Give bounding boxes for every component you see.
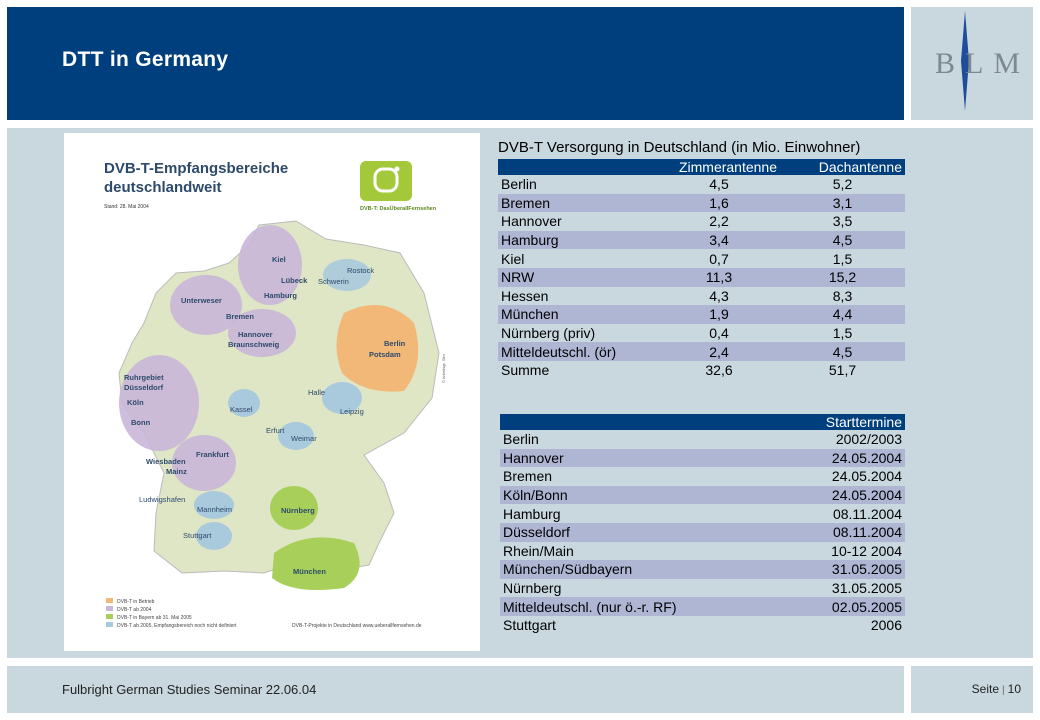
table-cell: Summe: [501, 362, 550, 379]
table-cell: 24.05.2004: [795, 449, 905, 468]
table-row: [498, 361, 905, 380]
table-cell: 51,7: [828, 362, 857, 379]
table-cell: 10-12 2004: [831, 542, 902, 559]
table-row: [498, 194, 905, 213]
map-brand: DVB-T: DasÜberallFernsehen: [360, 206, 437, 212]
city-label: Düsseldorf: [124, 383, 164, 392]
city-label: Erfurt: [266, 426, 285, 435]
content-panel: [7, 128, 1033, 658]
city-label: Halle: [308, 388, 326, 397]
coverage-table: [498, 159, 905, 380]
legend-swatch: [106, 622, 113, 627]
table-row: [500, 430, 905, 449]
table-cell: Berlin: [501, 176, 537, 193]
city-label: Stuttgart: [183, 531, 212, 540]
footer-bar: [7, 666, 904, 713]
table-cell: Hamburg: [503, 505, 561, 522]
table-cell: München/Südbayern: [500, 560, 795, 579]
table-cell: 2,4: [658, 342, 780, 361]
legend-swatch: [106, 598, 113, 603]
city-label: Potsdam: [369, 350, 401, 359]
header-cell: Dachantenne: [780, 159, 905, 175]
table-row: [500, 504, 905, 523]
blm-logo: [911, 7, 1033, 120]
table-row: [498, 268, 905, 287]
page-number: [972, 682, 1021, 696]
table-cell: 3,1: [780, 194, 905, 213]
city-label: Kassel: [230, 405, 253, 414]
slide-title: DTT in Germany: [62, 48, 229, 71]
table-cell: Mitteldeutschl. (ör): [498, 342, 658, 361]
table-row: [500, 597, 905, 616]
footer-text: Fulbright German Studies Seminar 22.06.04: [62, 682, 317, 697]
header-cell: Starttermine: [795, 414, 905, 430]
table-cell: Düsseldorf: [500, 523, 795, 542]
table-row: [500, 560, 905, 579]
map-footer-note: DVB-T-Projekte in Deutschland www.ueberallfernsehen.de: [292, 623, 422, 629]
table-row: [500, 486, 905, 505]
table-cell: Kiel: [501, 250, 525, 267]
table-cell: 32,6: [705, 362, 733, 379]
table-cell: 31.05.2005: [795, 560, 905, 579]
table-cell: Hannover: [501, 213, 562, 230]
table-cell: 4,4: [780, 305, 905, 324]
city-label: Nürnberg: [281, 506, 315, 515]
legend-label: DVB-T in Bayern ab 31. Mai 2005: [117, 615, 192, 621]
germany-map: [64, 133, 480, 651]
page-number-box: [911, 666, 1033, 713]
table-row: [500, 542, 905, 561]
table-row: [500, 467, 905, 486]
table-cell: 0,7: [709, 250, 729, 267]
table-cell: Nürnberg (priv): [501, 325, 596, 342]
city-label: München: [293, 567, 326, 576]
city-label: Lübeck: [281, 276, 308, 285]
city-label: Leipzig: [340, 407, 364, 416]
header-cell: [498, 159, 658, 175]
page-value: 10: [1007, 682, 1021, 696]
logo-text: BLM: [935, 47, 1031, 80]
city-label: Köln: [127, 398, 144, 407]
region-rostock: [323, 259, 371, 291]
table-cell: Köln/Bonn: [500, 486, 795, 505]
page-separator: |: [1002, 685, 1005, 696]
city-label: Ludwigshafen: [139, 495, 186, 504]
city-label: Berlin: [384, 339, 406, 348]
table-row: [500, 579, 905, 598]
table-cell: 08.11.2004: [795, 523, 905, 542]
city-label: Schwerin: [318, 277, 349, 286]
table-row: [498, 175, 905, 194]
table-cell: 4,3: [709, 287, 729, 304]
page-label: Seite: [971, 682, 1000, 696]
table-cell: 08.11.2004: [832, 505, 902, 522]
table-header-row: [500, 414, 905, 430]
map-title-1: DVB-T-Empfangsbereiche: [104, 160, 289, 177]
header-bar: [7, 7, 904, 120]
table-row: [498, 305, 905, 324]
legend-label: DVB-T ab 2004: [117, 607, 152, 613]
table-cell: 1,6: [658, 194, 780, 213]
table-cell: 02.05.2005: [795, 597, 905, 616]
coverage-table-title: DVB-T Versorgung in Deutschland (in Mio. Einwohner): [498, 139, 861, 156]
map-title-2: deutschlandweit: [104, 179, 222, 196]
table-row: [498, 287, 905, 306]
table-cell: 1,5: [832, 325, 853, 342]
table-cell: 2,2: [709, 213, 729, 230]
table-cell: 24.05.2004: [831, 468, 902, 485]
header-cell: [500, 414, 795, 430]
city-label: Kiel: [272, 255, 286, 264]
city-label: Bremen: [226, 312, 254, 321]
table-cell: Hessen: [501, 287, 549, 304]
legend-swatch: [106, 614, 113, 619]
table-row: [500, 523, 905, 542]
table-cell: NRW: [498, 268, 658, 287]
map-image: [64, 133, 480, 651]
table-row: [500, 616, 905, 635]
legend-label: DVB-T in Betrieb: [117, 599, 155, 605]
table-cell: 4,5: [709, 176, 729, 193]
city-label: Mannheim: [197, 505, 233, 514]
table-cell: 3,5: [832, 213, 853, 230]
dvbt-logo-icon: [360, 161, 412, 201]
table-row: [498, 231, 905, 250]
city-label: Mainz: [166, 467, 187, 476]
table-cell: 0,4: [709, 325, 729, 342]
table-cell: Berlin: [503, 431, 539, 448]
table-row: [498, 249, 905, 268]
city-label: Frankfurt: [196, 450, 229, 459]
table-cell: Rhein/Main: [503, 542, 574, 559]
table-row: [498, 342, 905, 361]
header-cell: Zimmerantenne: [658, 159, 780, 175]
table-cell: Hamburg: [498, 231, 658, 250]
table-cell: 4,5: [780, 231, 905, 250]
table-cell: 31.05.2005: [831, 580, 902, 597]
table-cell: 24.05.2004: [795, 486, 905, 505]
table-cell: 3,4: [658, 231, 780, 250]
map-side-label: © Arbeitsgr. Sim: [441, 354, 446, 383]
table-cell: Bremen: [503, 468, 553, 485]
table-cell: Stuttgart: [503, 617, 556, 634]
city-label: Hamburg: [264, 291, 297, 300]
table-cell: Mitteldeutschl. (nur ö.-r. RF): [500, 597, 795, 616]
region-berlin: [336, 305, 418, 392]
map-date: Stand: 28. Mai 2004: [104, 204, 149, 210]
table-cell: 8,3: [832, 287, 853, 304]
table-cell: 11,3: [658, 268, 780, 287]
start-dates-table: [500, 414, 905, 635]
city-label: Ruhrgebiet: [124, 373, 164, 382]
table-cell: 1,5: [832, 250, 853, 267]
table-cell: München: [498, 305, 658, 324]
table-row: [498, 212, 905, 231]
legend-label: DVB-T ab 2005, Empfangsbereich noch nicht definiert: [117, 623, 237, 629]
table-cell: Hannover: [500, 449, 795, 468]
table-cell: 2002/2003: [835, 431, 902, 448]
table-row: [500, 449, 905, 468]
city-label: Wiesbaden: [146, 457, 186, 466]
city-label: Braunschweig: [228, 340, 280, 349]
table-cell: 15,2: [780, 268, 905, 287]
legend-swatch: [106, 606, 113, 611]
table-row: [498, 324, 905, 343]
table-header-row: [498, 159, 905, 175]
city-label: Bonn: [131, 418, 151, 427]
table-cell: 1,9: [658, 305, 780, 324]
city-label: Unterweser: [181, 296, 222, 305]
city-label: Rostock: [347, 266, 375, 275]
table-cell: Bremen: [498, 194, 658, 213]
table-cell: Nürnberg: [503, 580, 562, 597]
table-cell: 4,5: [780, 342, 905, 361]
city-label: Weimar: [291, 434, 317, 443]
city-label: Hannover: [238, 330, 273, 339]
table-cell: 2006: [870, 617, 902, 634]
table-cell: 5,2: [832, 176, 853, 193]
